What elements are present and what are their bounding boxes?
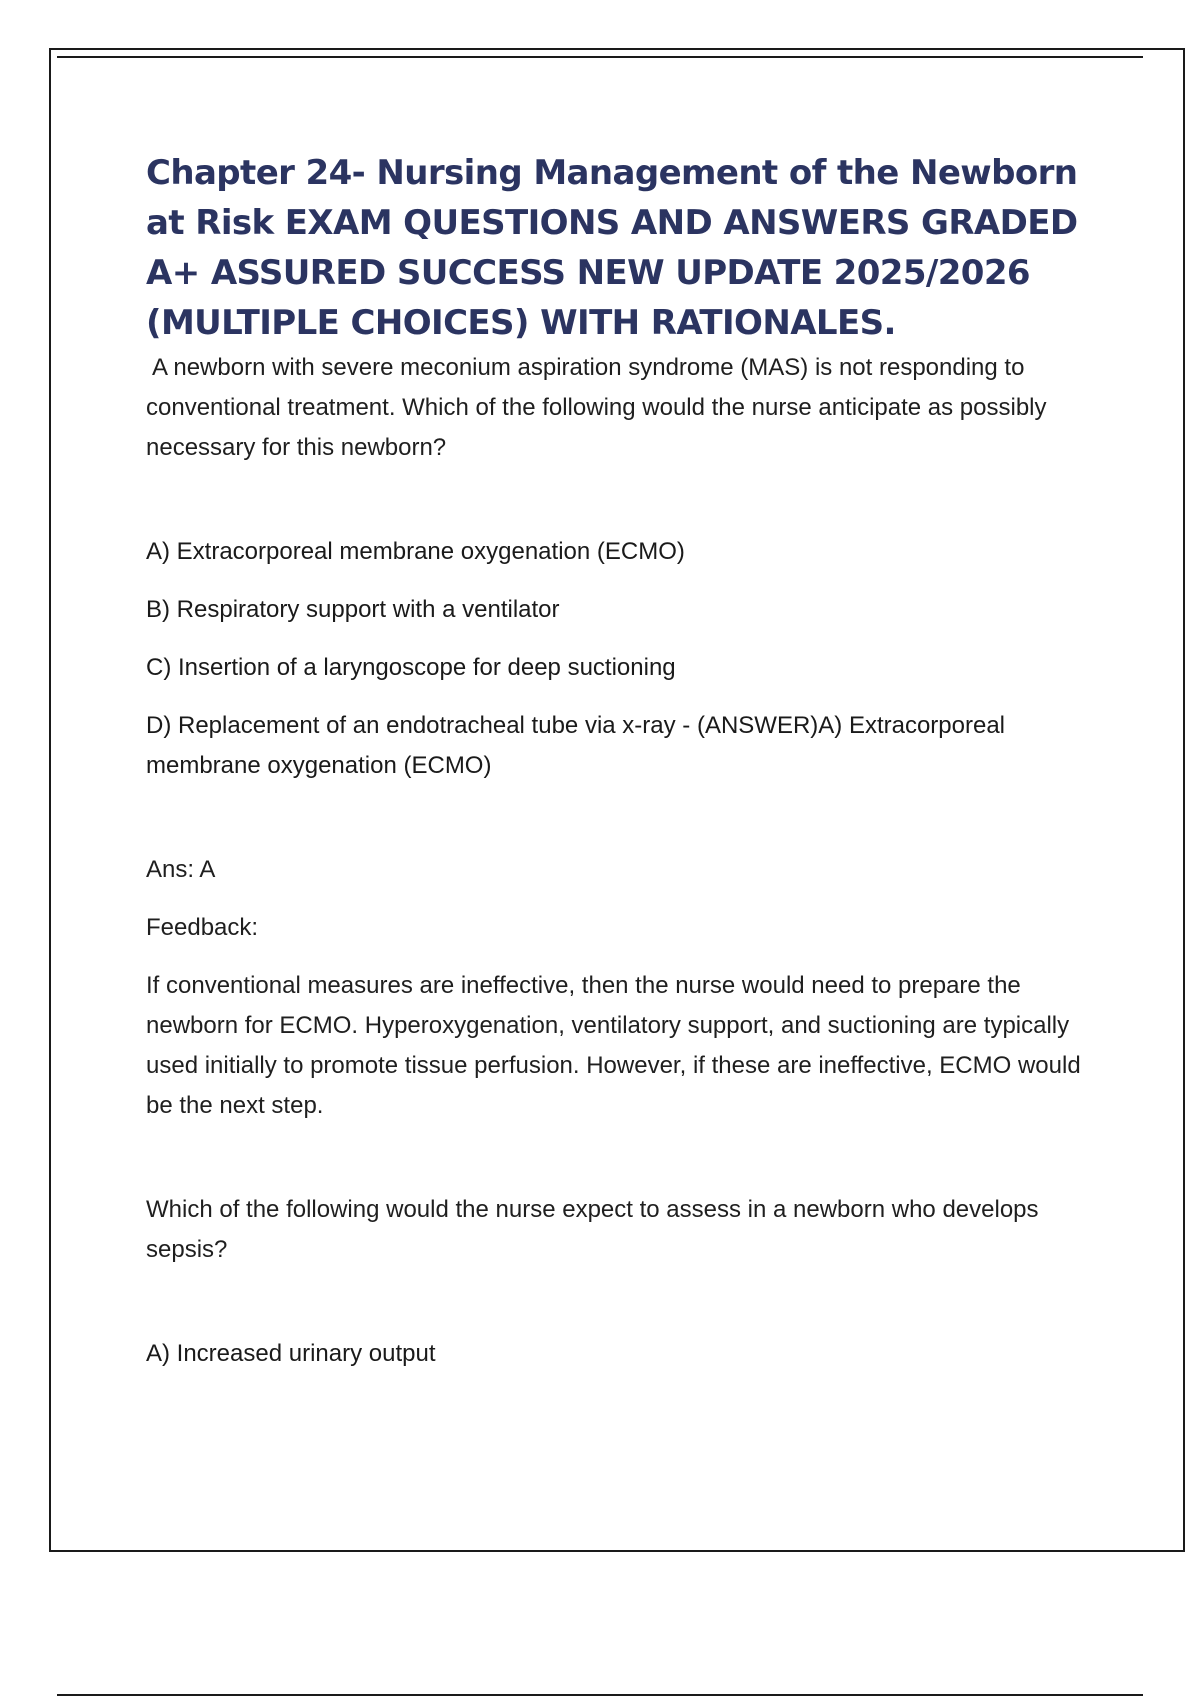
question-1-option-c: C) Insertion of a laryngoscope for deep suctioning (146, 654, 676, 681)
document-title: Chapter 24- Nursing Management of the Newborn at Risk EXAM QUESTIONS AND ANSWERS GRADED A+ ASSURED SUCCESS NEW UPDATE 2025/2026 (MULTIPLE CHOICES) WITH RATIONALES. (146, 153, 1078, 343)
bottom-rule (57, 1694, 1143, 1696)
question-1-option-b: B) Respiratory support with a ventilator (146, 596, 560, 623)
question-2-stem: Which of the following would the nurse expect to assess in a newborn who develops sepsis? (146, 1196, 1039, 1263)
question-1-option-d: D) Replacement of an endotracheal tube via x-ray - (ANSWER)A) Extracorporeal membrane oxygenation (ECMO) (146, 712, 1006, 779)
question-1-answer: Ans: A (146, 856, 216, 883)
document-body (146, 148, 1096, 1374)
question-1-stem: A newborn with severe meconium aspiration syndrome (MAS) is not responding to conventional treatment. Which of the following would the nurse anticipate as possibly necessary for this newborn? (146, 354, 1047, 461)
question-1-feedback: If conventional measures are ineffective, then the nurse would need to prepare the newborn for ECMO. Hyperoxygenation, ventilatory support, and suctioning are typically used initially to promote tissue perfusion. However, if these are ineffective, ECMO would be the next step. (146, 972, 1081, 1119)
question-2-option-a: A) Increased urinary output (146, 1340, 436, 1367)
question-1-option-a: A) Extracorporeal membrane oxygenation (ECMO) (146, 538, 685, 565)
question-1-feedback-label: Feedback: (146, 914, 259, 941)
top-rule (57, 56, 1143, 58)
